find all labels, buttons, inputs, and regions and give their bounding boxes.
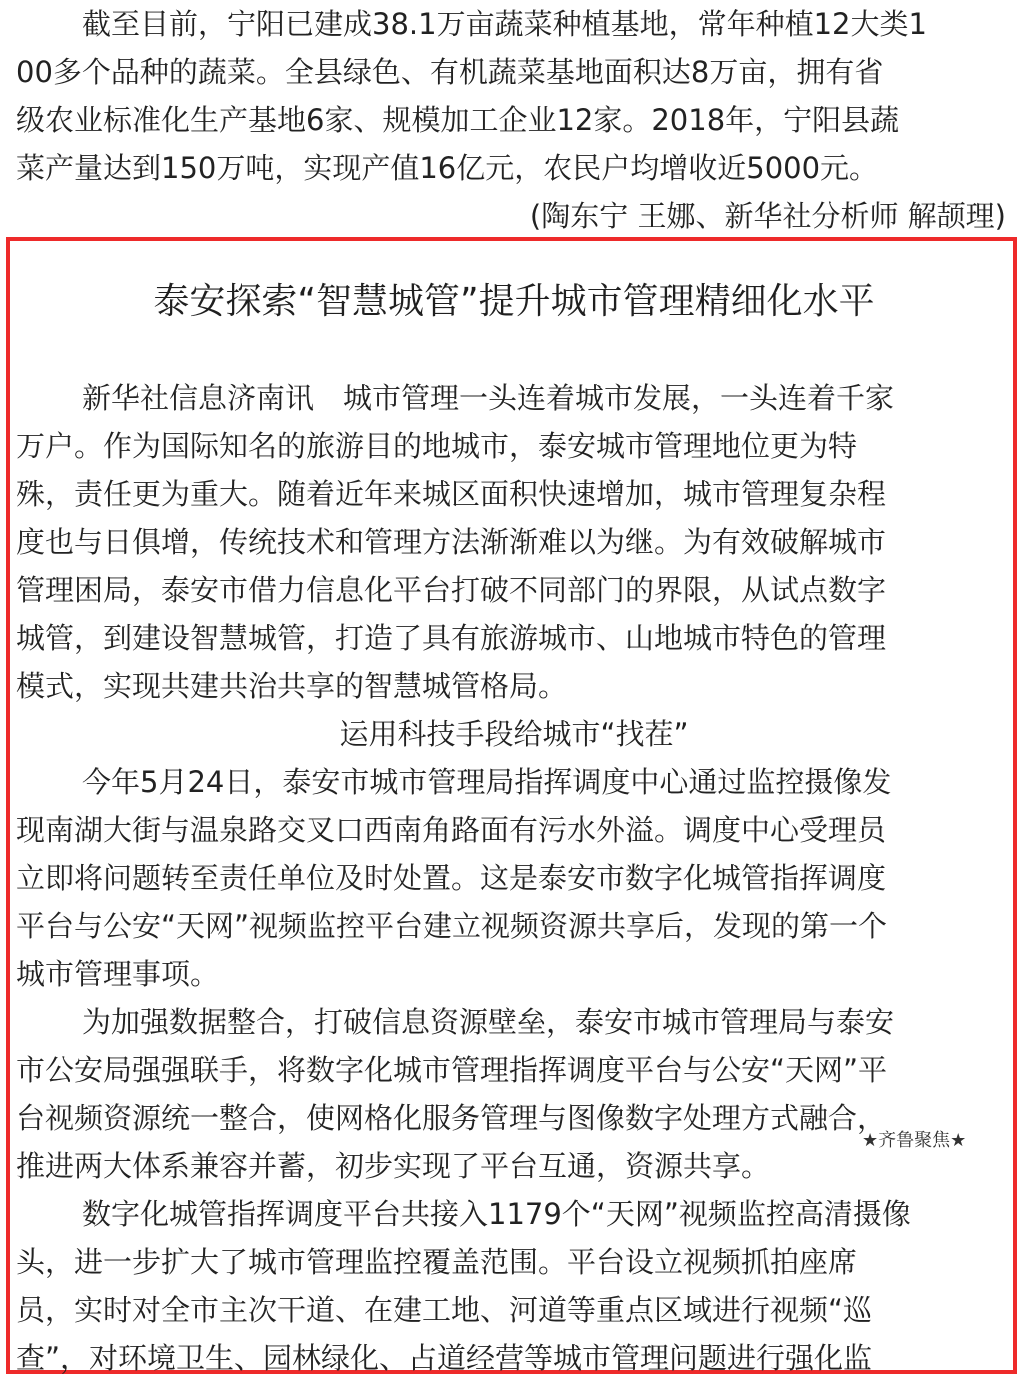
article-headline: 泰安探索“智慧城管”提升城市管理精细化水平 xyxy=(153,281,875,322)
text-line: 级农业标准化生产基地6家、规模加工企业12家。2018年，宁阳县蔬 xyxy=(16,103,900,137)
previous-article-tail xyxy=(16,0,1012,240)
text-line: 平台与公安“天网”视频监控平台建立视频资源共享后，发现的第一个 xyxy=(16,909,888,943)
byline: (陶东宁 王娜、新华社分析师 解颉理) xyxy=(529,199,1006,233)
text-line: 00多个品种的蔬菜。全县绿色、有机蔬菜基地面积达8万亩，拥有省 xyxy=(16,55,884,89)
text-line: 管理困局，泰安市借力信息化平台打破不同部门的界限，从试点数字 xyxy=(16,573,887,607)
text-line: 员，实时对全市主次干道、在建工地、河道等重点区域进行视频“巡 xyxy=(16,1293,873,1327)
text-line: 模式，实现共建共治共享的智慧城管格局。 xyxy=(16,669,568,703)
text-line: 度也与日俱增，传统技术和管理方法渐渐难以为继。为有效破解城市 xyxy=(16,525,887,559)
text-line: 头，进一步扩大了城市管理监控覆盖范围。平台设立视频抓拍座席 xyxy=(16,1245,858,1279)
text-line: 数字化城管指挥调度平台共接入1179个“天网”视频监控高清摄像 xyxy=(82,1197,911,1231)
article-body xyxy=(16,374,1012,1382)
text-line: 殊，责任更为重大。随着近年来城区面积快速增加，城市管理复杂程 xyxy=(16,477,887,511)
text-line: 查”，对环境卫生、园林绿化、占道经营等城市管理问题进行强化监 xyxy=(16,1341,873,1375)
text-line: 新华社信息济南讯 城市管理一头连着城市发展，一头连着千家 xyxy=(82,381,895,415)
text-line: 为加强数据整合，打破信息资源壁垒，泰安市城市管理局与泰安 xyxy=(82,1005,895,1039)
text-line: 截至目前，宁阳已建成38.1万亩蔬菜种植基地，常年种植12大类1 xyxy=(82,7,927,41)
text-line: 今年5月24日，泰安市城市管理局指挥调度中心通过监控摄像发 xyxy=(82,765,892,799)
text-line: 现南湖大街与温泉路交叉口西南角路面有污水外溢。调度中心受理员 xyxy=(16,813,887,847)
article-subheading: 运用科技手段给城市“找茬” xyxy=(339,717,689,751)
text-line: 城市管理事项。 xyxy=(16,957,220,991)
text-line: 菜产量达到150万吨，实现产值16亿元，农民户均增收近5000元。 xyxy=(16,151,879,185)
text-line: 推进两大体系兼容并蓄，初步实现了平台互通，资源共享。 xyxy=(16,1149,771,1183)
text-line: 市公安局强强联手，将数字化城市管理指挥调度平台与公安“天网”平 xyxy=(16,1053,888,1087)
text-line: 城管，到建设智慧城管，打造了具有旅游城市、山地城市特色的管理 xyxy=(16,621,887,655)
text-line: 立即将问题转至责任单位及时处置。这是泰安市数字化城管指挥调度 xyxy=(16,861,887,895)
text-line: 万户。作为国际知名的旅游目的地城市，泰安城市管理地位更为特 xyxy=(16,429,858,463)
watermark-label: ★齐鲁聚焦★ xyxy=(862,1130,967,1151)
text-line: 台视频资源统一整合，使网格化服务管理与图像数字处理方式融合， xyxy=(16,1101,887,1135)
